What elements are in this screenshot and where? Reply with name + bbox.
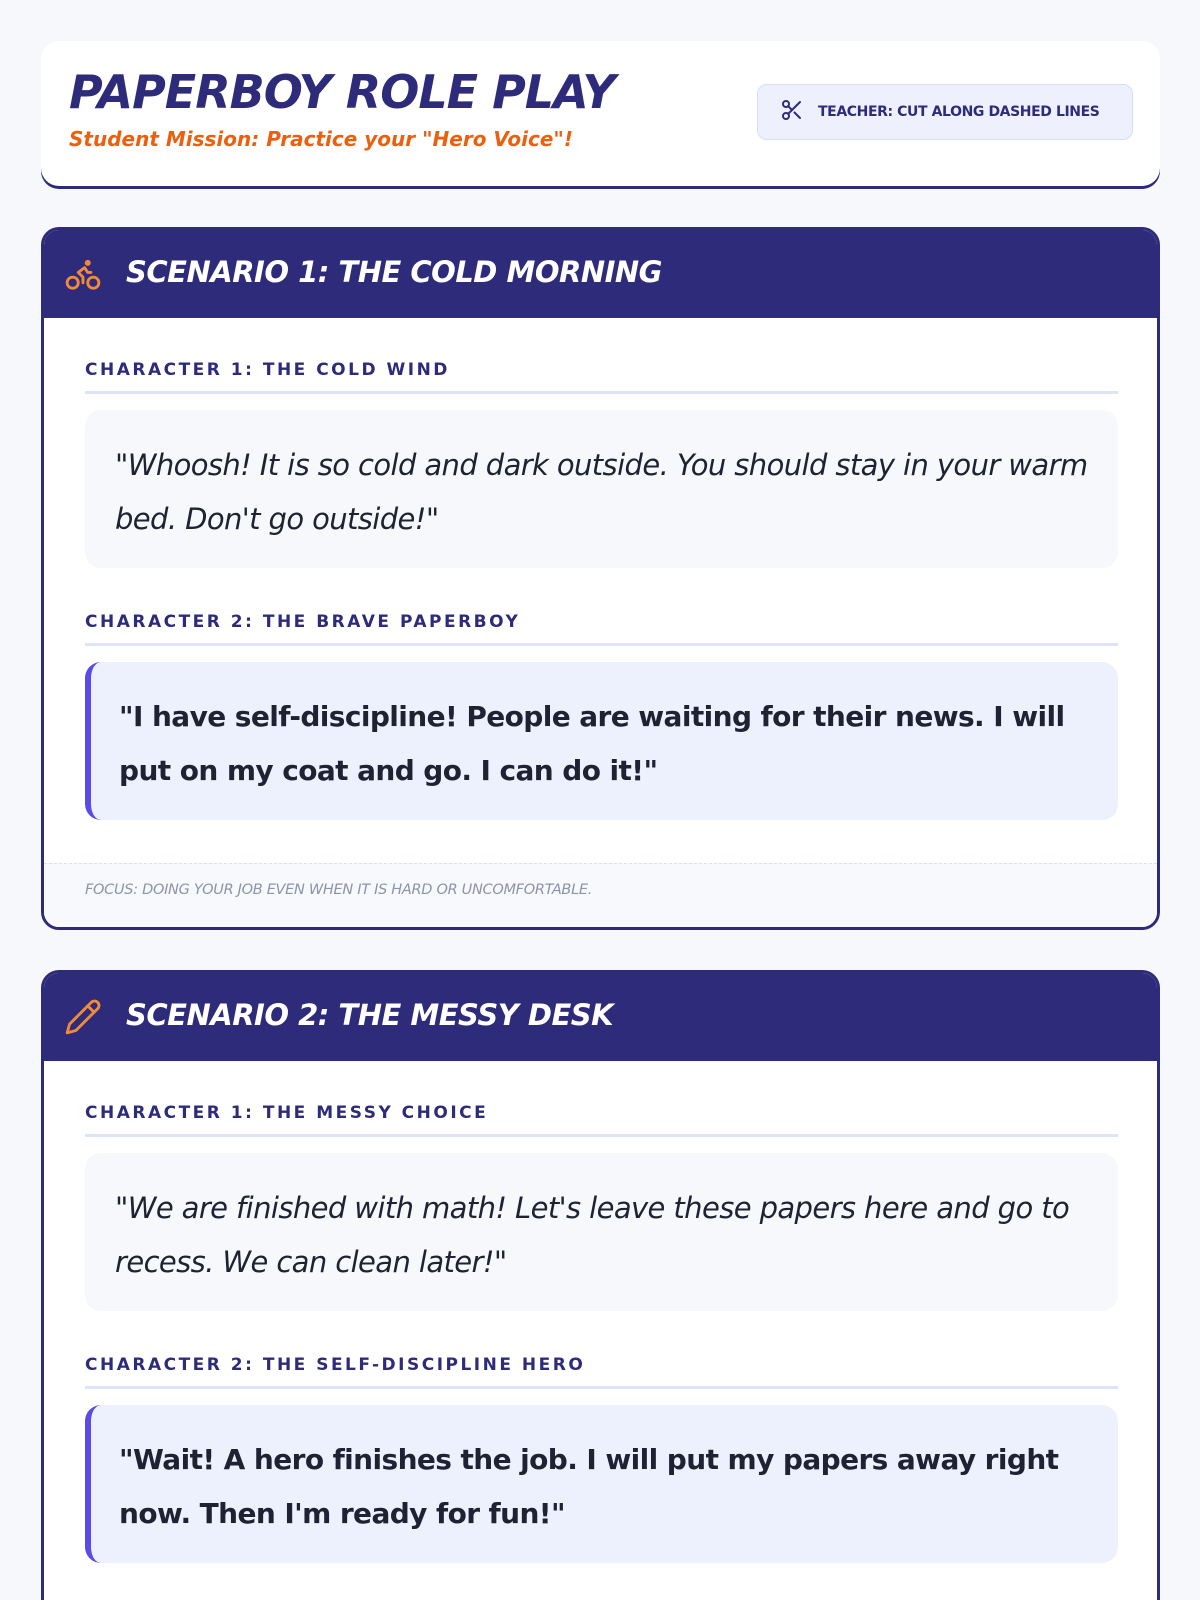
character-2-label: CHARACTER 2: THE SELF-DISCIPLINE HERO <box>85 1355 586 1375</box>
character-2-line: "I have self-discipline! People are waiting for their news. I will put on my coat and go. I can do it!" <box>85 662 1118 820</box>
scenario-card-2 <box>41 970 1160 1600</box>
character-1-label: CHARACTER 1: THE MESSY CHOICE <box>85 1103 489 1123</box>
header-card <box>41 41 1160 186</box>
character-2-line: "Wait! A hero finishes the job. I will put my papers away right now. Then I'm ready for fun!" <box>85 1405 1118 1563</box>
scissors-icon <box>780 98 818 126</box>
pencil-icon <box>64 998 102 1040</box>
scenario-card-1 <box>41 227 1160 930</box>
character-divider <box>85 1134 1118 1137</box>
character-divider <box>85 391 1118 394</box>
character-divider <box>85 643 1118 646</box>
character-1-label: CHARACTER 1: THE COLD WIND <box>85 360 450 380</box>
scenario-title: SCENARIO 2: THE MESSY DESK <box>126 998 614 1032</box>
page-subtitle: Student Mission: Practice your "Hero Voice"! <box>69 127 573 151</box>
teacher-cut-note[interactable] <box>757 84 1133 140</box>
scenario-header <box>44 230 1157 318</box>
teacher-cut-note-label: TEACHER: CUT ALONG DASHED LINES <box>818 104 1100 120</box>
character-2-label: CHARACTER 2: THE BRAVE PAPERBOY <box>85 612 521 632</box>
scenario-header <box>44 973 1157 1061</box>
bicycle-icon <box>64 255 102 297</box>
focus-note: FOCUS: DOING YOUR JOB EVEN WHEN IT IS HARD OR UNCOMFORTABLE. <box>85 882 593 898</box>
page-title: PAPERBOY ROLE PLAY <box>69 65 615 119</box>
character-1-line: "We are finished with math! Let's leave these papers here and go to recess. We can clean later!" <box>85 1153 1118 1311</box>
focus-strip <box>44 863 1157 927</box>
character-divider <box>85 1386 1118 1389</box>
character-1-line: "Whoosh! It is so cold and dark outside. You should stay in your warm bed. Don't go outside!" <box>85 410 1118 568</box>
scenario-title: SCENARIO 1: THE COLD MORNING <box>126 255 662 289</box>
